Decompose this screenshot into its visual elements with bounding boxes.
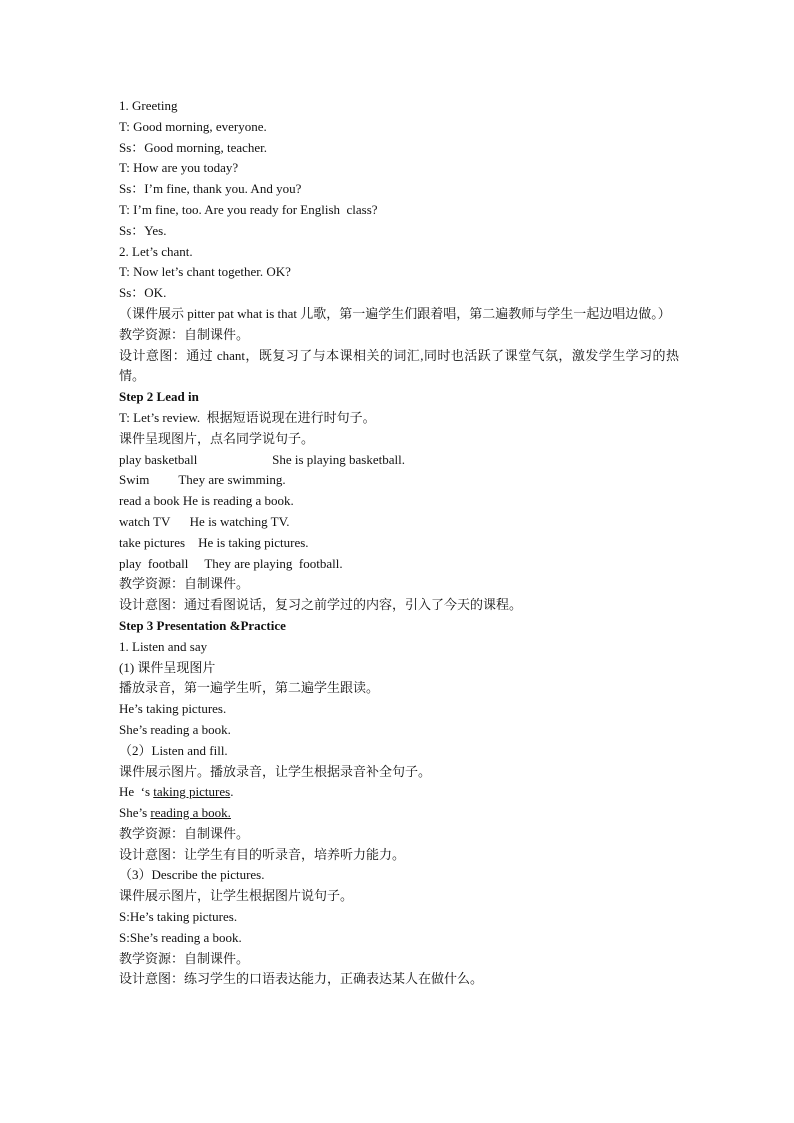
phrase: Swim	[119, 472, 150, 488]
phrase-sentence-row	[119, 491, 679, 512]
sentence: They are playing football.	[204, 555, 343, 571]
greeting-heading: 1. Greeting	[119, 98, 178, 113]
example-sentence: She’s reading a book.	[119, 721, 231, 737]
listen-say-heading: 1. Listen and say	[119, 638, 208, 654]
teaching-resource: 教学资源：自制课件。	[119, 576, 250, 592]
lesson-plan-page	[119, 96, 679, 990]
step2-heading: Step 2 Lead in	[119, 389, 199, 405]
fill-prefix: She’s	[119, 805, 151, 821]
example-sentence: S:He’s taking pictures.	[119, 909, 238, 925]
phrase: watch TV	[119, 513, 171, 529]
fill-answer: taking pictures	[153, 784, 231, 800]
part3-heading: （3）Describe the pictures.	[119, 867, 265, 883]
design-intent: 设计意图：让学生有目的听录音，培养听力能力。	[119, 846, 406, 862]
phrase-sentence-row	[119, 512, 679, 533]
fill-suffix: .	[230, 784, 234, 800]
phrase-sentence-row	[119, 470, 679, 491]
teaching-resource: 教学资源：自制课件。	[119, 825, 250, 841]
sentence: He is watching TV.	[189, 513, 290, 529]
fill-sentence	[119, 782, 679, 803]
sentence: She is playing basketball.	[272, 451, 405, 467]
part1-heading: (1) 课件呈现图片	[119, 659, 216, 675]
phrase: play football	[119, 555, 189, 571]
instruction-line: T: Let’s review. 根据短语说现在进行时句子。	[119, 409, 376, 425]
chant-note: （课件展示 pitter pat what is that 儿歌，第一遍学生们跟着唱，第二遍教师与学生一起边唱边做。）	[119, 305, 671, 321]
gap	[188, 556, 204, 571]
dialogue-line: T: Good morning, everyone.	[119, 118, 267, 134]
dialogue-line: Ss：Good morning, teacher.	[119, 139, 268, 155]
dialogue-line: T: How are you today?	[119, 160, 239, 176]
phrase: play basketball	[119, 451, 198, 467]
teaching-resource: 教学资源：自制课件。	[119, 326, 250, 342]
design-intent: 设计意图：练习学生的口语表达能力，正确表达某人在做什么。	[119, 971, 484, 987]
sentence: They are swimming.	[178, 472, 286, 488]
dialogue-line: Ss：I’m fine, thank you. And you?	[119, 181, 302, 197]
phrase: take pictures	[119, 534, 186, 550]
sentence: He is reading a book.	[182, 493, 294, 509]
phrase-sentence-row	[119, 533, 679, 554]
instruction-line: 课件呈现图片，点名同学说句子。	[119, 430, 315, 446]
dialogue-line: T: Now let’s chant together. OK?	[119, 264, 291, 280]
fill-answer: reading a book.	[150, 805, 231, 821]
phrase-sentence-row	[119, 450, 679, 471]
instruction-line: 课件展示图片。播放录音，让学生根据录音补全句子。	[119, 763, 432, 779]
fill-sentence	[119, 803, 679, 824]
teaching-resource: 教学资源：自制课件。	[119, 950, 250, 966]
example-sentence: S:She’s reading a book.	[119, 929, 242, 945]
dialogue-line: Ss：Yes.	[119, 222, 167, 238]
instruction-line: 播放录音，第一遍学生听，第二遍学生跟读。	[119, 680, 380, 696]
gap	[185, 535, 198, 550]
dialogue-line: T: I’m fine, too. Are you ready for English class?	[119, 201, 378, 217]
dialogue-line: Ss：OK.	[119, 285, 167, 301]
gap	[149, 472, 178, 487]
design-intent: 设计意图：通过看图说话，复习之前学过的内容，引入了今天的课程。	[119, 597, 523, 613]
example-sentence: He’s taking pictures.	[119, 701, 227, 717]
phrase-sentence-row	[119, 554, 679, 575]
step3-heading: Step 3 Presentation &Practice	[119, 617, 286, 633]
chant-heading: 2. Let’s chant.	[119, 243, 193, 259]
gap	[197, 452, 272, 467]
sentence: He is taking pictures.	[198, 534, 309, 550]
instruction-line: 课件展示图片，让学生根据图片说句子。	[119, 888, 354, 904]
phrase: read a book	[119, 493, 180, 509]
fill-prefix: He ‘s	[119, 784, 154, 800]
design-intent: 设计意图：通过 chant，既复习了与本课相关的词汇,同时也活跃了课堂气氛，激发学生学习的热情。	[119, 347, 679, 384]
part2-heading: （2）Listen and fill.	[119, 742, 228, 758]
gap	[170, 514, 190, 529]
